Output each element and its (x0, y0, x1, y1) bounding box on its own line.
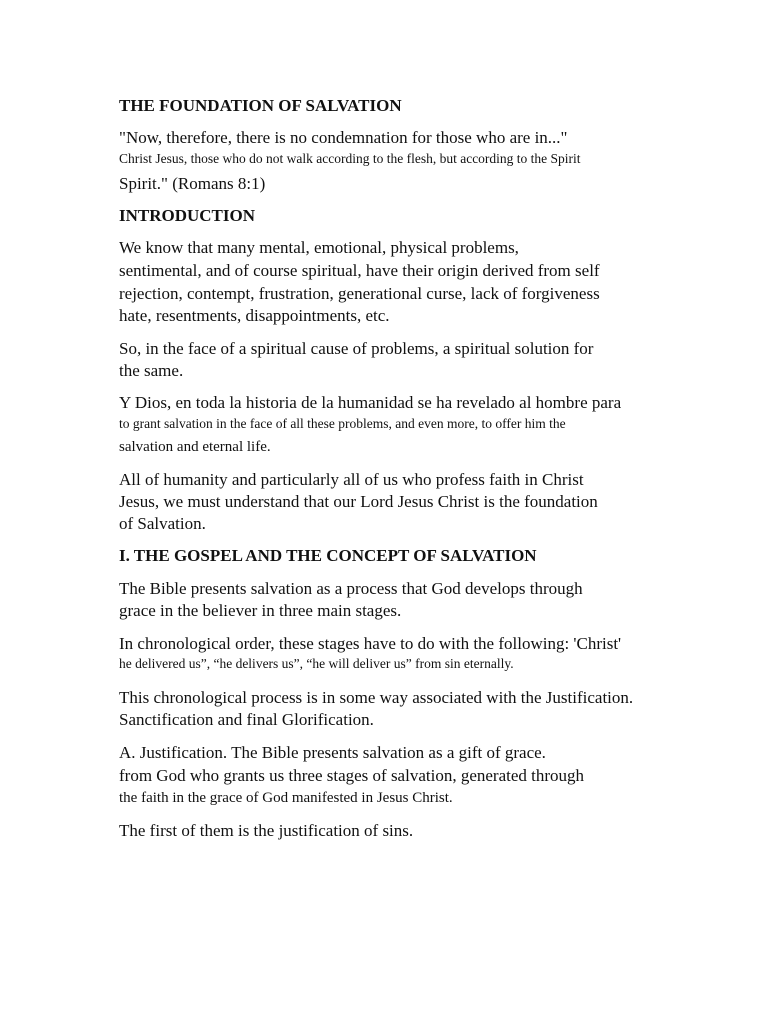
paragraph-line: the faith in the grace of God manifested in Jesus Christ. (119, 790, 453, 806)
paragraph-line: the same. (119, 361, 184, 380)
paragraph-line: The first of them is the justification of sins. (119, 821, 414, 840)
paragraph-line: of Salvation. (119, 514, 206, 533)
paragraph-line: The Bible presents salvation as a process that God develops through (119, 579, 583, 598)
paragraph-line: A. Justification. The Bible presents salvation as a gift of grace. (119, 743, 546, 762)
paragraph-line: We know that many mental, emotional, physical problems, (119, 238, 519, 257)
paragraph-line: sentimental, and of course spiritual, have their origin derived from self (119, 261, 600, 280)
verse-line: Spirit." (Romans 8:1) (119, 174, 266, 193)
paragraph-line: Y Dios, en toda la historia de la humanidad se ha revelado al hombre para (119, 393, 622, 412)
verse-line: "Now, therefore, there is no condemnation for those who are in..." (119, 128, 568, 147)
paragraph-line: All of humanity and particularly all of us who profess faith in Christ (119, 470, 584, 489)
paragraph-line: grace in the believer in three main stages. (119, 601, 402, 620)
paragraph-line: to grant salvation in the face of all these problems, and even more, to offer him the (119, 416, 566, 431)
paragraph-line: Sanctification and final Glorification. (119, 710, 374, 729)
document-title: THE FOUNDATION OF SALVATION (119, 96, 402, 115)
verse-line: Christ Jesus, those who do not walk according to the flesh, but according to the Spirit (119, 151, 581, 166)
paragraph-line: In chronological order, these stages have to do with the following: 'Christ' (119, 634, 622, 653)
paragraph-line: So, in the face of a spiritual cause of problems, a spiritual solution for (119, 339, 594, 358)
paragraph-line: Jesus, we must understand that our Lord Jesus Christ is the foundation (119, 492, 598, 511)
paragraph-line: hate, resentments, disappointments, etc. (119, 306, 390, 325)
paragraph-line: rejection, contempt, frustration, generational curse, lack of forgiveness (119, 284, 600, 303)
paragraph-line: This chronological process is in some way associated with the Justification. (119, 688, 634, 707)
section-heading-introduction: INTRODUCTION (119, 206, 256, 225)
paragraph-line: from God who grants us three stages of salvation, generated through (119, 766, 585, 785)
paragraph-line: salvation and eternal life. (119, 439, 271, 455)
paragraph-line: he delivered us”, “he delivers us”, “he will deliver us” from sin eternally. (119, 656, 514, 671)
section-heading-gospel: I. THE GOSPEL AND THE CONCEPT OF SALVATION (119, 546, 537, 565)
